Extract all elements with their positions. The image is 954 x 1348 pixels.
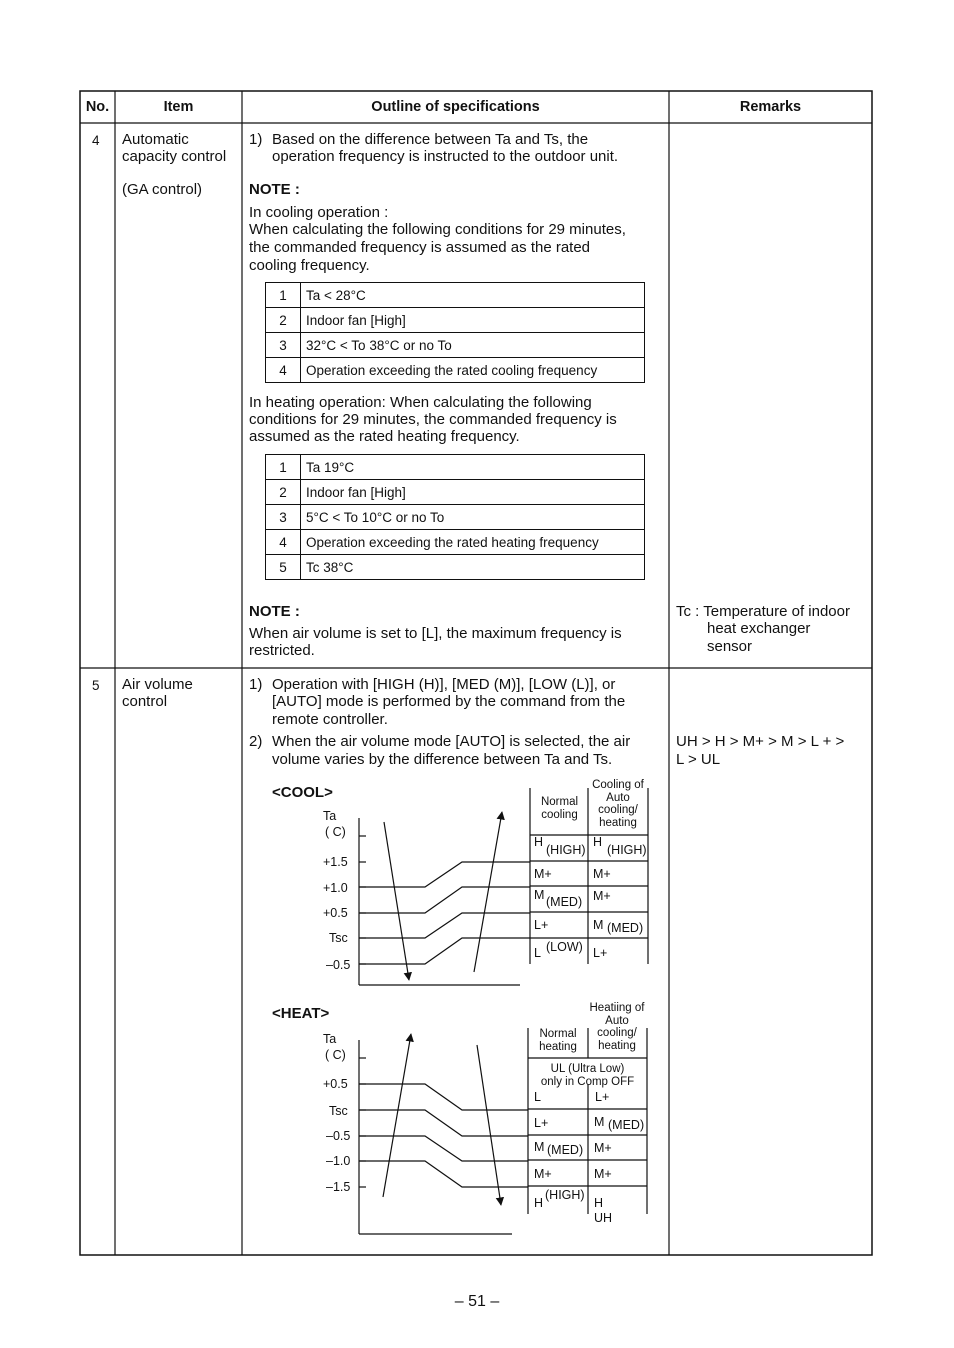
heat-cell: M+ bbox=[534, 1167, 552, 1181]
heat-cell: L+ bbox=[595, 1090, 610, 1104]
cool-tick-label: +1.5 bbox=[323, 855, 348, 869]
heat-tick-label: +0.5 bbox=[323, 1077, 348, 1091]
row4-note2: NOTE : bbox=[249, 603, 300, 620]
heat-cell: H bbox=[594, 1196, 604, 1210]
heat-cell: (HIGH) bbox=[545, 1188, 585, 1202]
heat-axis-label: Ta bbox=[323, 1032, 337, 1046]
heat-cell: L+ bbox=[534, 1116, 549, 1130]
cell-condition: Ta 19°C bbox=[301, 455, 645, 480]
heat-col1-header bbox=[528, 1028, 588, 1053]
cool-cell: M+ bbox=[593, 889, 611, 903]
row4-item-line1: Automatic bbox=[122, 131, 189, 148]
header-text: Auto bbox=[605, 1014, 629, 1027]
heat-tick-label: –1.5 bbox=[326, 1180, 351, 1194]
row5-p2-num: 2) bbox=[249, 733, 263, 750]
cool-cell: M+ bbox=[593, 867, 611, 881]
cell-condition: Operation exceeding the rated cooling frequency bbox=[301, 358, 645, 383]
header-text: heating bbox=[598, 1039, 636, 1052]
cool-cell: (HIGH) bbox=[546, 843, 586, 857]
row4-cool-line2: When calculating the following conditions for 29 minutes, bbox=[249, 221, 626, 238]
row5-item-line2: control bbox=[122, 693, 168, 710]
cell-condition: 5°C < To 10°C or no To bbox=[301, 505, 645, 530]
row4-no: 4 bbox=[92, 133, 100, 148]
header-text: Auto bbox=[606, 791, 630, 804]
row5-item-line1: Air volume bbox=[122, 676, 193, 693]
heat-tick-label: Tsc bbox=[329, 1104, 348, 1118]
cool-cell: M+ bbox=[534, 867, 552, 881]
row4-item-line2: capacity control bbox=[122, 148, 227, 165]
note-text: UL (Ultra Low) bbox=[550, 1063, 625, 1075]
cell-number: 2 bbox=[266, 480, 301, 505]
header-text: Heatiing of bbox=[589, 1002, 645, 1014]
cell-condition: Indoor fan [High] bbox=[301, 480, 645, 505]
cool-cell: L+ bbox=[534, 918, 549, 932]
heat-ultra-low-note bbox=[528, 1063, 647, 1088]
heat-cell: L bbox=[534, 1090, 541, 1104]
row4-heat-line3: assumed as the rated heating frequency. bbox=[249, 428, 520, 445]
cell-condition: Ta < 28°C bbox=[301, 283, 645, 308]
row4-cool-line1: In cooling operation : bbox=[249, 204, 389, 221]
cool-cell: (MED) bbox=[546, 895, 583, 909]
header-text: cooling/ bbox=[598, 804, 638, 816]
cool-axis-unit: ( C) bbox=[325, 825, 346, 839]
header-outline: Outline of specifications bbox=[371, 99, 540, 115]
cool-tick-label: +1.0 bbox=[323, 881, 348, 895]
row4-cool-line3: the commanded frequency is assumed as the rated bbox=[249, 239, 591, 256]
cool-cell: (HIGH) bbox=[607, 843, 647, 857]
heat-tick-label: –0.5 bbox=[326, 1129, 351, 1143]
row4-note2-line1: When air volume is set to [L], the maximum frequency is bbox=[249, 625, 622, 642]
row5-p1-num: 1) bbox=[249, 676, 263, 693]
cool-cell: (LOW) bbox=[546, 940, 583, 954]
cell-number: 1 bbox=[266, 455, 301, 480]
page-number: – 51 – bbox=[454, 1293, 500, 1310]
heat-cell: M+ bbox=[594, 1167, 612, 1181]
cell-number: 3 bbox=[266, 333, 301, 358]
row4-item-line3: (GA control) bbox=[122, 181, 203, 198]
cool-tick-label: –0.5 bbox=[326, 958, 351, 972]
cool-axis-label: Ta bbox=[323, 809, 337, 823]
row5-remark-line1: UH > H > M+ > M > L + > bbox=[676, 733, 845, 750]
header-remarks: Remarks bbox=[739, 99, 802, 115]
heat-cell: M bbox=[534, 1140, 545, 1154]
header-text: Cooling of bbox=[592, 779, 644, 791]
row5-p2-line2: volume varies by the difference between Ta and Ts. bbox=[272, 751, 613, 768]
cool-cell: L bbox=[534, 946, 541, 960]
heat-diagram-title: <HEAT> bbox=[272, 1005, 330, 1022]
cell-number: 4 bbox=[266, 530, 301, 555]
cool-cell: M bbox=[534, 888, 545, 902]
header-text: cooling/ bbox=[597, 1027, 637, 1039]
header-text: heating bbox=[599, 816, 637, 829]
row5-p1-line1: Operation with [HIGH (H)], [MED (M)], [LOW (L)], or bbox=[272, 676, 616, 693]
header-no: No. bbox=[85, 99, 110, 115]
cool-diagram-title: <COOL> bbox=[272, 784, 333, 801]
row4-heat-line1: In heating operation: When calculating the following bbox=[249, 394, 592, 411]
row5-p2-line1: When the air volume mode [AUTO] is selected, the air bbox=[272, 733, 631, 750]
cell-condition: Indoor fan [High] bbox=[301, 308, 645, 333]
note-text: only in Comp OFF bbox=[540, 1075, 635, 1088]
heat-cell: M bbox=[594, 1115, 605, 1129]
cell-number: 5 bbox=[266, 555, 301, 580]
row4-p1-line1: Based on the difference between Ta and Ts, the bbox=[272, 131, 589, 148]
row5-p1-line3: remote controller. bbox=[272, 711, 388, 728]
cell-number: 4 bbox=[266, 358, 301, 383]
cell-condition: 32°C < To 38°C or no To bbox=[301, 333, 645, 358]
row5-remark-line2: L > UL bbox=[676, 751, 721, 768]
heat-tick-label: –1.0 bbox=[326, 1154, 351, 1168]
header-text: cooling bbox=[541, 808, 578, 821]
header-text: heating bbox=[539, 1040, 577, 1053]
row4-p1-num: 1) bbox=[249, 131, 263, 148]
row4-note2-line2: restricted. bbox=[249, 642, 315, 659]
cool-cell: H bbox=[593, 835, 603, 849]
row5-no: 5 bbox=[92, 678, 100, 693]
heat-col2-header bbox=[584, 1002, 650, 1052]
heat-cell: (MED) bbox=[608, 1118, 645, 1132]
heat-cell: UH bbox=[594, 1211, 613, 1225]
heat-cell: M+ bbox=[594, 1141, 612, 1155]
row4-note: NOTE : bbox=[249, 181, 300, 198]
cell-number: 3 bbox=[266, 505, 301, 530]
header-text: Normal bbox=[540, 796, 579, 808]
cell-number: 2 bbox=[266, 308, 301, 333]
cool-cell: H bbox=[534, 835, 544, 849]
header-text: Normal bbox=[539, 1028, 577, 1040]
row4-heat-line2: conditions for 29 minutes, the commanded frequency is bbox=[249, 411, 617, 428]
heat-cell: (MED) bbox=[547, 1143, 584, 1157]
row4-cool-line4: cooling frequency. bbox=[249, 257, 370, 274]
cell-condition: Operation exceeding the rated heating frequency bbox=[301, 530, 645, 555]
cell-number: 1 bbox=[266, 283, 301, 308]
row4-p1-line2: operation frequency is instructed to the outdoor unit. bbox=[272, 148, 619, 165]
heat-axis-unit: ( C) bbox=[325, 1048, 346, 1062]
cool-cell: M bbox=[593, 918, 604, 932]
header-item: Item bbox=[163, 99, 194, 115]
row4-remark-line2: heat exchanger bbox=[707, 620, 811, 637]
row4-remark-line1: Tc : Temperature of indoor bbox=[676, 603, 850, 620]
cell-condition: Tc 38°C bbox=[301, 555, 645, 580]
row5-p1-line2: [AUTO] mode is performed by the command from the bbox=[272, 693, 626, 710]
cool-tick-label: +0.5 bbox=[323, 906, 348, 920]
heat-cell: H bbox=[534, 1196, 544, 1210]
cool-tick-label: Tsc bbox=[329, 931, 348, 945]
cool-cell: (MED) bbox=[607, 921, 644, 935]
cool-cell: L+ bbox=[593, 946, 608, 960]
row4-remark-line3: sensor bbox=[707, 638, 753, 655]
